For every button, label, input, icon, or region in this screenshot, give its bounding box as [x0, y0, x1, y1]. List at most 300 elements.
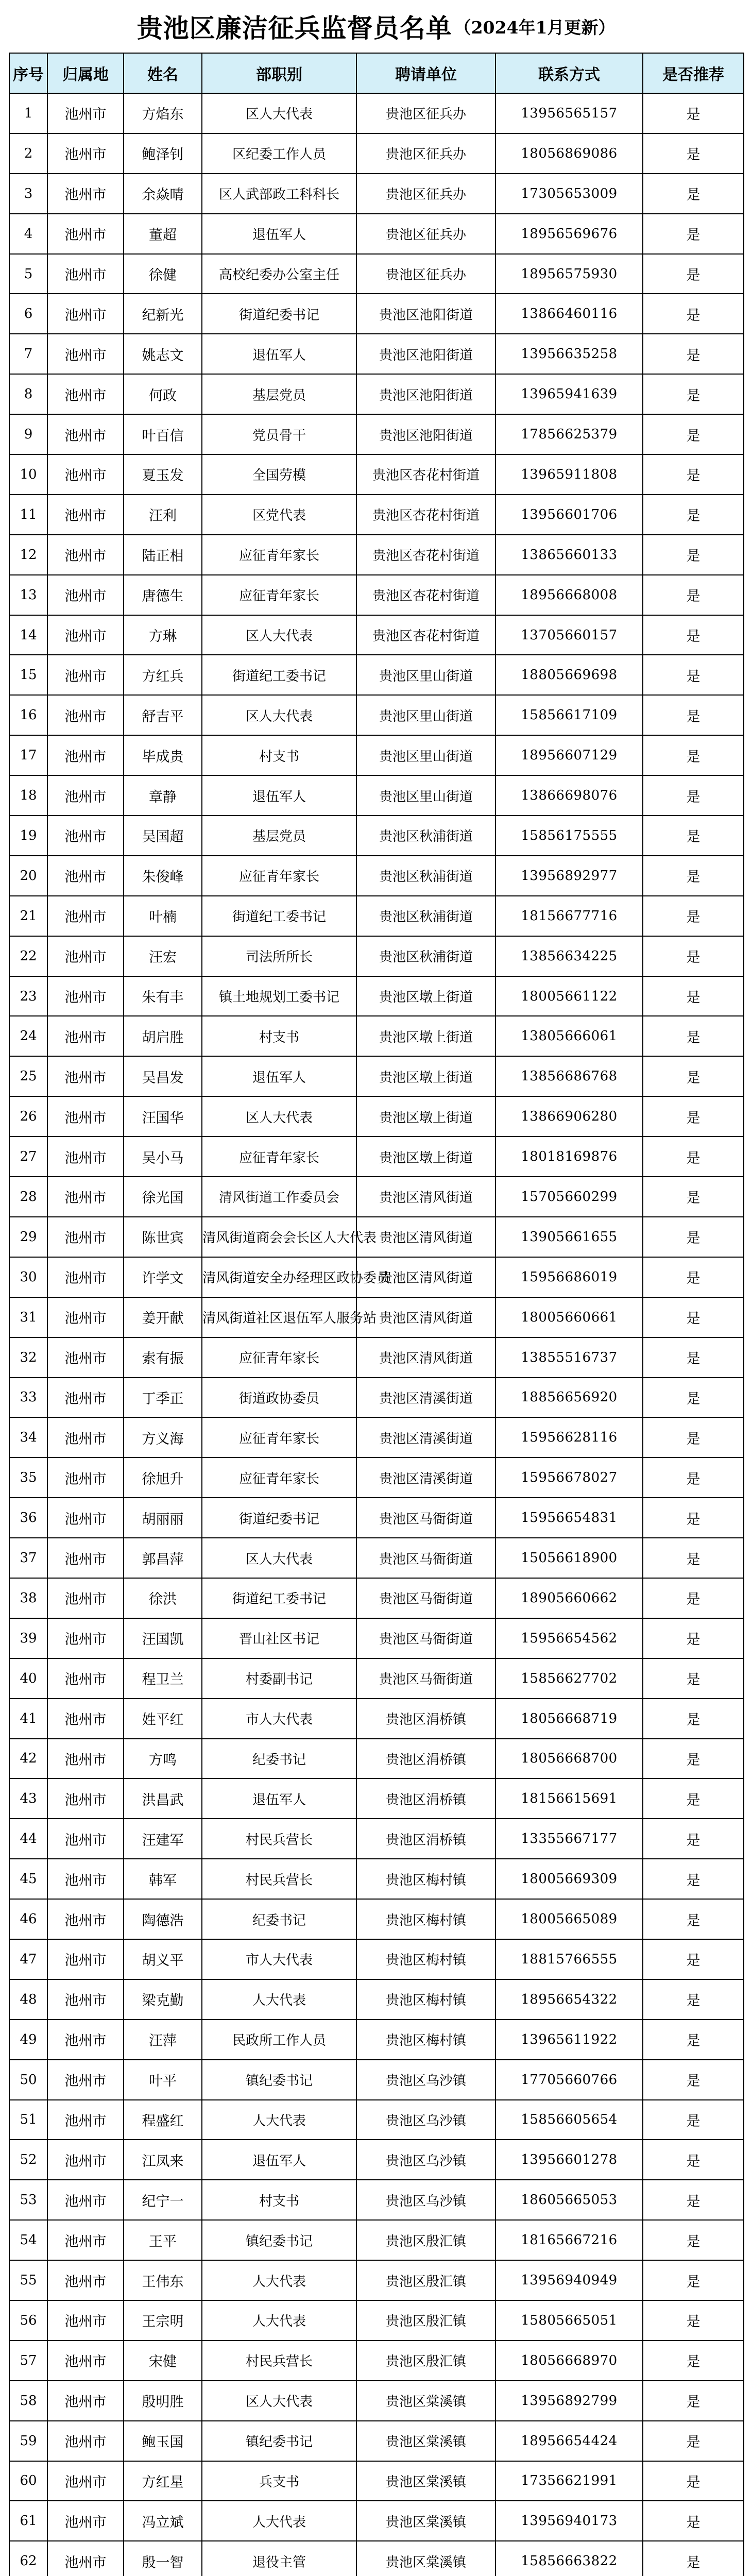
cell-employer: 贵池区征兵办: [356, 93, 495, 133]
cell-recommended: 是: [643, 133, 744, 174]
table-row: [9, 976, 744, 1016]
table-row: [9, 334, 744, 374]
cell-region: 池州市: [47, 1217, 124, 1257]
cell-position: 退伍军人: [202, 775, 356, 816]
cell-contact: 13956940173: [495, 2501, 643, 2541]
cell-region: 池州市: [47, 535, 124, 575]
cell-name: 吴国超: [124, 816, 202, 856]
cell-index: 59: [9, 2421, 47, 2461]
cell-index: 17: [9, 735, 47, 775]
cell-contact: 18165667216: [495, 2220, 643, 2260]
cell-name: 姜开献: [124, 1297, 202, 1337]
cell-region: 池州市: [47, 2341, 124, 2381]
cell-index: 20: [9, 856, 47, 896]
cell-region: 池州市: [47, 2421, 124, 2461]
cell-position: 街道纪工委书记: [202, 655, 356, 695]
cell-name: 江凤来: [124, 2140, 202, 2180]
table-row: [9, 1939, 744, 1979]
cell-index: 23: [9, 976, 47, 1016]
cell-name: 方琳: [124, 615, 202, 655]
cell-contact: 13866698076: [495, 775, 643, 816]
cell-employer: 贵池区杏花村街道: [356, 454, 495, 495]
cell-recommended: 是: [643, 695, 744, 735]
cell-contact: 18856656920: [495, 1378, 643, 1418]
cell-position: 街道纪委书记: [202, 294, 356, 334]
cell-employer: 贵池区清风街道: [356, 1177, 495, 1217]
cell-position: 应征青年家长: [202, 1137, 356, 1177]
cell-recommended: 是: [643, 1578, 744, 1618]
table-row: [9, 1177, 744, 1217]
cell-position: 村委副书记: [202, 1658, 356, 1699]
table-row: [9, 735, 744, 775]
cell-recommended: 是: [643, 1939, 744, 1979]
cell-index: 6: [9, 294, 47, 334]
cell-name: 鲍泽钊: [124, 133, 202, 174]
table-row: [9, 936, 744, 976]
cell-index: 22: [9, 936, 47, 976]
cell-index: 61: [9, 2501, 47, 2541]
table-row: [9, 133, 744, 174]
cell-position: 纪委书记: [202, 1739, 356, 1779]
cell-employer: 贵池区乌沙镇: [356, 2180, 495, 2220]
cell-region: 池州市: [47, 2140, 124, 2180]
header-index: 序号: [9, 53, 47, 93]
cell-region: 池州市: [47, 2541, 124, 2576]
cell-region: 池州市: [47, 1417, 124, 1458]
cell-recommended: 是: [643, 1177, 744, 1217]
table-row: [9, 2421, 744, 2461]
cell-recommended: 是: [643, 1458, 744, 1498]
cell-employer: 贵池区乌沙镇: [356, 2100, 495, 2140]
cell-region: 池州市: [47, 414, 124, 454]
cell-index: 12: [9, 535, 47, 575]
cell-contact: 15856617109: [495, 695, 643, 735]
cell-region: 池州市: [47, 2180, 124, 2220]
cell-position: 街道政协委员: [202, 1378, 356, 1418]
table-row: [9, 1096, 744, 1137]
cell-region: 池州市: [47, 1899, 124, 1939]
cell-recommended: 是: [643, 1979, 744, 2020]
cell-position: 纪委书记: [202, 1899, 356, 1939]
cell-region: 池州市: [47, 495, 124, 535]
cell-position: 区人大代表: [202, 93, 356, 133]
cell-recommended: 是: [643, 816, 744, 856]
cell-position: 应征青年家长: [202, 856, 356, 896]
cell-position: 人大代表: [202, 2501, 356, 2541]
cell-name: 吴小马: [124, 1137, 202, 1177]
table-row: [9, 1658, 744, 1699]
table-row: [9, 1378, 744, 1418]
cell-contact: 18056668719: [495, 1699, 643, 1739]
cell-region: 池州市: [47, 1137, 124, 1177]
cell-name: 纪新光: [124, 294, 202, 334]
cell-recommended: 是: [643, 2461, 744, 2501]
cell-contact: 15856627702: [495, 1658, 643, 1699]
cell-name: 洪昌武: [124, 1778, 202, 1819]
cell-recommended: 是: [643, 2501, 744, 2541]
cell-name: 汪萍: [124, 2020, 202, 2060]
cell-region: 池州市: [47, 695, 124, 735]
cell-index: 4: [9, 214, 47, 254]
cell-recommended: 是: [643, 93, 744, 133]
table-row: [9, 454, 744, 495]
cell-name: 程卫兰: [124, 1658, 202, 1699]
cell-contact: 18005669309: [495, 1859, 643, 1899]
cell-recommended: 是: [643, 1257, 744, 1297]
cell-contact: 17356621991: [495, 2461, 643, 2501]
cell-region: 池州市: [47, 1739, 124, 1779]
cell-region: 池州市: [47, 1297, 124, 1337]
cell-recommended: 是: [643, 615, 744, 655]
table-body: [9, 93, 744, 2576]
table-row: [9, 174, 744, 214]
cell-contact: 18005665089: [495, 1899, 643, 1939]
table-row: [9, 1217, 744, 1257]
cell-position: 村民兵营长: [202, 1819, 356, 1859]
cell-employer: 贵池区清溪街道: [356, 1417, 495, 1458]
cell-contact: 13855516737: [495, 1337, 643, 1378]
cell-position: 退伍军人: [202, 214, 356, 254]
cell-region: 池州市: [47, 2461, 124, 2501]
cell-recommended: 是: [643, 896, 744, 936]
cell-region: 池州市: [47, 816, 124, 856]
cell-name: 汪国凯: [124, 1618, 202, 1658]
cell-name: 胡义平: [124, 1939, 202, 1979]
cell-name: 汪宏: [124, 936, 202, 976]
table-row: [9, 254, 744, 294]
cell-employer: 贵池区殷汇镇: [356, 2300, 495, 2341]
cell-position: 基层党员: [202, 374, 356, 414]
cell-region: 池州市: [47, 655, 124, 695]
cell-employer: 贵池区梅村镇: [356, 1899, 495, 1939]
cell-contact: 15856663822: [495, 2541, 643, 2576]
cell-region: 池州市: [47, 856, 124, 896]
cell-index: 51: [9, 2100, 47, 2140]
cell-recommended: 是: [643, 1778, 744, 1819]
cell-employer: 贵池区殷汇镇: [356, 2260, 495, 2300]
cell-recommended: 是: [643, 1498, 744, 1538]
table-row: [9, 1739, 744, 1779]
cell-region: 池州市: [47, 133, 124, 174]
cell-index: 55: [9, 2260, 47, 2300]
cell-index: 40: [9, 1658, 47, 1699]
table-row: [9, 2300, 744, 2341]
cell-name: 方红星: [124, 2461, 202, 2501]
cell-employer: 贵池区清风街道: [356, 1337, 495, 1378]
cell-recommended: 是: [643, 2220, 744, 2260]
cell-region: 池州市: [47, 575, 124, 615]
cell-contact: 13865660133: [495, 535, 643, 575]
cell-contact: 13956892799: [495, 2381, 643, 2421]
cell-name: 叶百信: [124, 414, 202, 454]
table-row: [9, 1819, 744, 1859]
cell-employer: 贵池区征兵办: [356, 214, 495, 254]
cell-position: 市人大代表: [202, 1699, 356, 1739]
cell-region: 池州市: [47, 2381, 124, 2421]
cell-region: 池州市: [47, 615, 124, 655]
cell-region: 池州市: [47, 896, 124, 936]
cell-index: 18: [9, 775, 47, 816]
cell-index: 39: [9, 1618, 47, 1658]
cell-position: 兵支书: [202, 2461, 356, 2501]
header-region: 归属地: [47, 53, 124, 93]
table-row: [9, 1899, 744, 1939]
cell-employer: 贵池区梅村镇: [356, 2020, 495, 2060]
cell-recommended: 是: [643, 1417, 744, 1458]
cell-contact: 18005661122: [495, 976, 643, 1016]
cell-recommended: 是: [643, 495, 744, 535]
cell-contact: 18605665053: [495, 2180, 643, 2220]
cell-recommended: 是: [643, 174, 744, 214]
cell-contact: 15956686019: [495, 1257, 643, 1297]
cell-region: 池州市: [47, 2260, 124, 2300]
cell-index: 28: [9, 1177, 47, 1217]
cell-region: 池州市: [47, 2100, 124, 2140]
table-row: [9, 374, 744, 414]
cell-name: 程盛红: [124, 2100, 202, 2140]
cell-contact: 15956628116: [495, 1417, 643, 1458]
cell-contact: 13866906280: [495, 1096, 643, 1137]
cell-recommended: 是: [643, 1538, 744, 1578]
header-name: 姓名: [124, 53, 202, 93]
cell-index: 43: [9, 1778, 47, 1819]
table-row: [9, 2461, 744, 2501]
cell-employer: 贵池区棠溪镇: [356, 2501, 495, 2541]
cell-index: 5: [9, 254, 47, 294]
cell-employer: 贵池区墩上街道: [356, 1096, 495, 1137]
cell-contact: 15805665051: [495, 2300, 643, 2341]
cell-position: 人大代表: [202, 2300, 356, 2341]
cell-index: 11: [9, 495, 47, 535]
cell-index: 45: [9, 1859, 47, 1899]
cell-recommended: 是: [643, 575, 744, 615]
cell-position: 区人武部政工科科长: [202, 174, 356, 214]
cell-index: 37: [9, 1538, 47, 1578]
cell-employer: 贵池区里山街道: [356, 655, 495, 695]
cell-region: 池州市: [47, 93, 124, 133]
cell-name: 冯立斌: [124, 2501, 202, 2541]
cell-name: 殷一智: [124, 2541, 202, 2576]
cell-recommended: 是: [643, 535, 744, 575]
cell-region: 池州市: [47, 294, 124, 334]
cell-region: 池州市: [47, 1778, 124, 1819]
cell-index: 30: [9, 1257, 47, 1297]
cell-name: 汪国华: [124, 1096, 202, 1137]
table-header-row: [9, 53, 744, 93]
table-row: [9, 2180, 744, 2220]
table-row: [9, 1417, 744, 1458]
table-row: [9, 575, 744, 615]
cell-employer: 贵池区池阳街道: [356, 334, 495, 374]
cell-region: 池州市: [47, 775, 124, 816]
table-row: [9, 1778, 744, 1819]
cell-name: 索有振: [124, 1337, 202, 1378]
cell-contact: 18956569676: [495, 214, 643, 254]
cell-name: 唐德生: [124, 575, 202, 615]
cell-index: 54: [9, 2220, 47, 2260]
cell-index: 52: [9, 2140, 47, 2180]
cell-recommended: 是: [643, 454, 744, 495]
cell-region: 池州市: [47, 2300, 124, 2341]
table-row: [9, 1859, 744, 1899]
cell-region: 池州市: [47, 2020, 124, 2060]
cell-index: 2: [9, 133, 47, 174]
table-row: [9, 2020, 744, 2060]
cell-employer: 贵池区征兵办: [356, 133, 495, 174]
cell-recommended: 是: [643, 2341, 744, 2381]
table-row: [9, 1538, 744, 1578]
cell-name: 董超: [124, 214, 202, 254]
cell-employer: 贵池区棠溪镇: [356, 2381, 495, 2421]
cell-recommended: 是: [643, 1096, 744, 1137]
cell-name: 夏玉发: [124, 454, 202, 495]
cell-index: 49: [9, 2020, 47, 2060]
cell-region: 池州市: [47, 2060, 124, 2100]
cell-index: 34: [9, 1417, 47, 1458]
cell-position: 村支书: [202, 2180, 356, 2220]
cell-recommended: 是: [643, 2020, 744, 2060]
cell-region: 池州市: [47, 454, 124, 495]
cell-employer: 贵池区秋浦街道: [356, 856, 495, 896]
cell-region: 池州市: [47, 1819, 124, 1859]
cell-index: 19: [9, 816, 47, 856]
cell-name: 朱俊峰: [124, 856, 202, 896]
cell-contact: 18956654424: [495, 2421, 643, 2461]
cell-name: 姓平红: [124, 1699, 202, 1739]
cell-contact: 13705660157: [495, 615, 643, 655]
cell-index: 26: [9, 1096, 47, 1137]
cell-recommended: 是: [643, 1859, 744, 1899]
cell-employer: 贵池区杏花村街道: [356, 495, 495, 535]
cell-employer: 贵池区墩上街道: [356, 976, 495, 1016]
cell-position: 司法所所长: [202, 936, 356, 976]
cell-recommended: 是: [643, 1137, 744, 1177]
cell-index: 7: [9, 334, 47, 374]
cell-position: 区党代表: [202, 495, 356, 535]
cell-position: 清风街道工作委员会: [202, 1177, 356, 1217]
cell-recommended: 是: [643, 2140, 744, 2180]
cell-name: 郭昌萍: [124, 1538, 202, 1578]
cell-index: 53: [9, 2180, 47, 2220]
table-row: [9, 655, 744, 695]
cell-region: 池州市: [47, 1658, 124, 1699]
cell-employer: 贵池区秋浦街道: [356, 816, 495, 856]
cell-region: 池州市: [47, 374, 124, 414]
cell-position: 区人大代表: [202, 1538, 356, 1578]
cell-contact: 13866460116: [495, 294, 643, 334]
cell-name: 方鸣: [124, 1739, 202, 1779]
cell-index: 10: [9, 454, 47, 495]
cell-employer: 贵池区棠溪镇: [356, 2541, 495, 2576]
header-contact: 联系方式: [495, 53, 643, 93]
cell-employer: 贵池区清风街道: [356, 1297, 495, 1337]
cell-recommended: 是: [643, 856, 744, 896]
cell-index: 32: [9, 1337, 47, 1378]
cell-recommended: 是: [643, 2421, 744, 2461]
cell-position: 退伍军人: [202, 1056, 356, 1096]
cell-employer: 贵池区墩上街道: [356, 1137, 495, 1177]
cell-employer: 贵池区杏花村街道: [356, 575, 495, 615]
cell-contact: 13355667177: [495, 1819, 643, 1859]
cell-contact: 17856625379: [495, 414, 643, 454]
cell-index: 33: [9, 1378, 47, 1418]
cell-position: 晋山社区书记: [202, 1618, 356, 1658]
header-position: 部职别: [202, 53, 356, 93]
cell-recommended: 是: [643, 1378, 744, 1418]
cell-contact: 18005660661: [495, 1297, 643, 1337]
cell-employer: 贵池区殷汇镇: [356, 2341, 495, 2381]
cell-position: 全国劳模: [202, 454, 356, 495]
cell-name: 梁克勤: [124, 1979, 202, 2020]
cell-position: 应征青年家长: [202, 1458, 356, 1498]
cell-name: 纪宁一: [124, 2180, 202, 2220]
table-row: [9, 2501, 744, 2541]
table-row: [9, 856, 744, 896]
cell-region: 池州市: [47, 254, 124, 294]
cell-region: 池州市: [47, 1177, 124, 1217]
cell-position: 区纪委工作人员: [202, 133, 356, 174]
table-row: [9, 615, 744, 655]
cell-region: 池州市: [47, 1498, 124, 1538]
cell-name: 舒吉平: [124, 695, 202, 735]
cell-name: 徐光国: [124, 1177, 202, 1217]
cell-employer: 贵池区马衙街道: [356, 1538, 495, 1578]
table-row: [9, 1578, 744, 1618]
cell-position: 清风街道商会会长区人大代表: [202, 1217, 356, 1257]
cell-name: 徐健: [124, 254, 202, 294]
table-row: [9, 2381, 744, 2421]
cell-index: 42: [9, 1739, 47, 1779]
cell-name: 胡启胜: [124, 1016, 202, 1056]
cell-name: 吴昌发: [124, 1056, 202, 1096]
cell-region: 池州市: [47, 1458, 124, 1498]
cell-name: 何政: [124, 374, 202, 414]
cell-index: 3: [9, 174, 47, 214]
cell-index: 48: [9, 1979, 47, 2020]
cell-index: 1: [9, 93, 47, 133]
cell-employer: 贵池区清溪街道: [356, 1458, 495, 1498]
cell-position: 应征青年家长: [202, 535, 356, 575]
cell-name: 徐洪: [124, 1578, 202, 1618]
cell-contact: 18018169876: [495, 1137, 643, 1177]
cell-name: 王伟东: [124, 2260, 202, 2300]
cell-position: 镇土地规划工委书记: [202, 976, 356, 1016]
cell-index: 58: [9, 2381, 47, 2421]
cell-recommended: 是: [643, 1739, 744, 1779]
cell-name: 方红兵: [124, 655, 202, 695]
table-row: [9, 535, 744, 575]
cell-employer: 贵池区梅村镇: [356, 1979, 495, 2020]
cell-recommended: 是: [643, 254, 744, 294]
table-row: [9, 1257, 744, 1297]
cell-contact: 18905660662: [495, 1578, 643, 1618]
cell-contact: 18056668970: [495, 2341, 643, 2381]
cell-employer: 贵池区里山街道: [356, 735, 495, 775]
cell-employer: 贵池区秋浦街道: [356, 896, 495, 936]
cell-position: 应征青年家长: [202, 575, 356, 615]
cell-position: 区人大代表: [202, 1096, 356, 1137]
cell-index: 46: [9, 1899, 47, 1939]
cell-employer: 贵池区里山街道: [356, 695, 495, 735]
cell-index: 62: [9, 2541, 47, 2576]
cell-recommended: 是: [643, 735, 744, 775]
cell-name: 韩军: [124, 1859, 202, 1899]
cell-contact: 13956565157: [495, 93, 643, 133]
cell-position: 退役主管: [202, 2541, 356, 2576]
cell-contact: 13856634225: [495, 936, 643, 976]
cell-position: 市人大代表: [202, 1939, 356, 1979]
cell-contact: 15956678027: [495, 1458, 643, 1498]
